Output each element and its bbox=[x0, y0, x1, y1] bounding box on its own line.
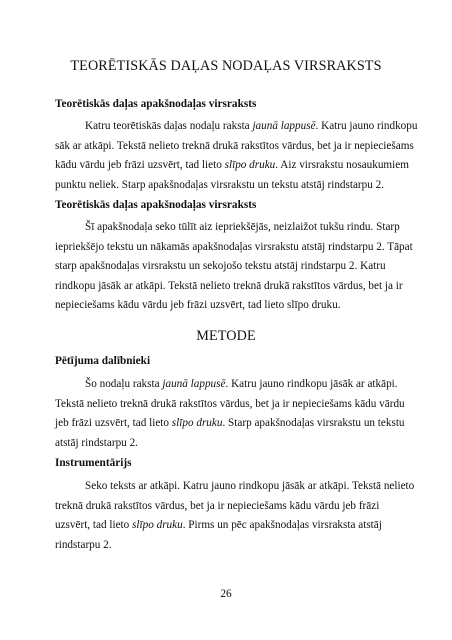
method-title: METODE bbox=[196, 328, 256, 344]
subsection-title-4: Instrumentārijs bbox=[55, 457, 132, 469]
paragraph-line: atstāj rindstarpu 2. bbox=[55, 436, 138, 449]
paragraph-line: Seko teksts ar atkāpi. Katru jauno rindkopu jāsāk ar atkāpi. Tekstā nelieto bbox=[85, 480, 415, 492]
paragraph-line: rindkopu jāsāk ar atkāpi. Tekstā nelieto treknā drukā rakstītos vārdus, bet ja ir bbox=[55, 279, 403, 292]
paragraph-line: nepieciešams kādu vārdu jeb frāzi uzsvērt, tad lieto slīpo druku. bbox=[55, 299, 341, 311]
paragraph-line: kādu vārdu jeb frāzi uzsvērt, tad lieto slīpo druku. Aiz virsrakstu nosaukumiem bbox=[55, 159, 409, 171]
subsection-title-2: Teorētiskās daļas apakšnodaļas virsraksts bbox=[55, 199, 257, 211]
subsection-title-1: Teorētiskās daļas apakšnodaļas virsraksts bbox=[55, 98, 257, 110]
paragraph-line: uzsvērt, tad lieto slīpo druku. Pirms un pēc apakšnodaļas virsraksta atstāj bbox=[55, 519, 382, 531]
paragraph-line: jeb frāzi uzsvērt, tad lieto slīpo druku. Starp apakšnodaļas virsrakstu un tekstu bbox=[55, 417, 405, 429]
paragraph-line: rindstarpu 2. bbox=[55, 538, 112, 551]
paragraph-line: punktu neliek. Starp apakšnodaļas virsrakstu un tekstu atstāj rindstarpu 2. bbox=[55, 178, 385, 191]
subsection-title-3: Pētījuma dalībnieki bbox=[55, 355, 151, 367]
paragraph-1 bbox=[55, 117, 418, 195]
paragraph-line: Šo nodaļu raksta jaunā lappusē. Katru jauno rindkopu jāsāk ar atkāpi. bbox=[85, 378, 398, 390]
paragraph-line: Tekstā nelieto treknā drukā rakstītos vārdus, bet ja ir nepieciešams kādu vārdu bbox=[55, 397, 405, 410]
paragraph-2 bbox=[55, 218, 413, 316]
paragraph-line: iepriekšējo tekstu un nākamās apakšnodaļas virsrakstu atstāj rindstarpu 2. Tāpat bbox=[55, 240, 413, 253]
paragraph-line: Katru teorētiskās daļas nodaļu raksta jaunā lappusē. Katru jauno rindkopu bbox=[85, 120, 418, 132]
page-number: 26 bbox=[220, 588, 232, 600]
paragraph-4 bbox=[55, 477, 415, 555]
paragraph-line: Šī apakšnodaļa seko tūlīt aiz iepriekšējās, neizlaižot tukšu rindu. Starp bbox=[85, 221, 400, 233]
paragraph-line: sāk ar atkāpi. Tekstā nelieto treknā drukā rakstītos vārdus, bet ja ir nepieciešams bbox=[55, 139, 414, 152]
paragraph-line: starp apakšnodaļas virsrakstu un sekojošo tekstu atstāj rindstarpu 2. Katru bbox=[55, 260, 386, 272]
paragraph-line: treknā drukā rakstītos vārdus, bet ja ir nepieciešams kādu vārdu jeb frāzi bbox=[55, 499, 380, 512]
paragraph-3 bbox=[55, 375, 405, 453]
section-title: TEORĒTISKĀS DAĻAS NODAĻAS VIRSRAKSTS bbox=[70, 58, 382, 74]
